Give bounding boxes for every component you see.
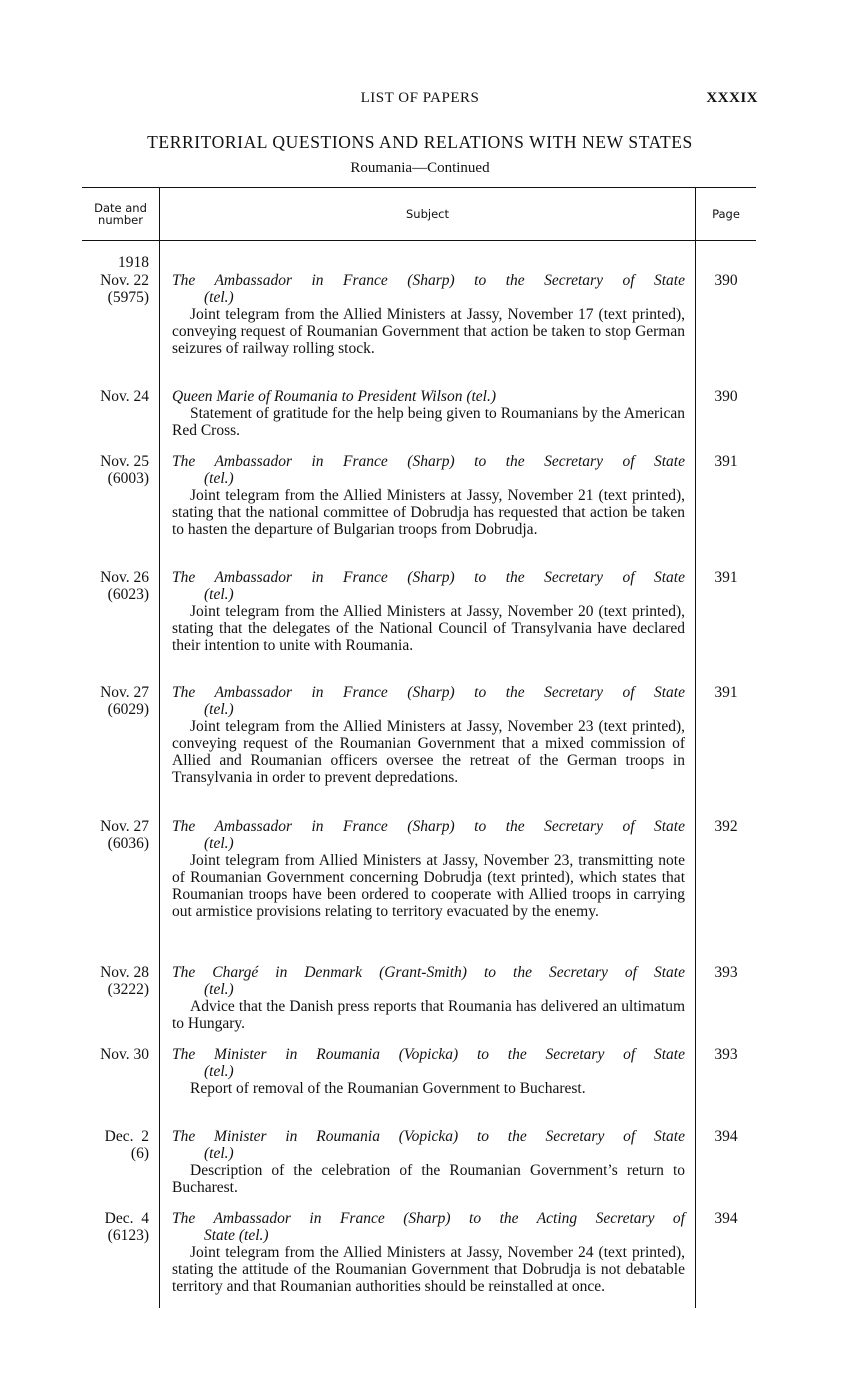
entry-heading-cont: (tel.): [204, 470, 234, 487]
entry-date: [82, 1128, 149, 1162]
entry-summary: Joint telegram from Allied Ministers at Jassy, November 23, transmitting note of Roumanian Government concerning Dobrudja (text printed), which states that Roumanian troops have been ordered to cooperate with Allied troops in carrying out armistice provisions relating to territory evacuated by the enemy.: [172, 852, 685, 920]
entry-date: [82, 1046, 149, 1063]
entry-heading: The Ambassador in France (Sharp) to the Secretary of State (tel.): [172, 453, 685, 487]
entry-subject: [172, 1046, 685, 1097]
entry-page: 390: [714, 272, 738, 289]
page-number: XXXIX: [706, 90, 758, 106]
entry-page: 391: [714, 569, 738, 586]
entry-heading: The Minister in Roumania (Vopicka) to the Secretary of State (tel.): [172, 1046, 685, 1080]
entry-number: (6003): [107, 470, 149, 487]
entry-heading: The Chargé in Denmark (Grant-Smith) to the Secretary of State (tel.): [172, 964, 685, 998]
entry-date: [82, 569, 149, 603]
entry-subject: [172, 272, 685, 357]
entry-page: 393: [714, 964, 738, 981]
entry-subject: [172, 569, 685, 654]
column-header-subject: Subject: [406, 206, 449, 221]
entry-page: 392: [714, 818, 738, 835]
entry-page: 390: [714, 388, 738, 405]
entry-date-text: Nov. 22: [100, 272, 149, 289]
entry-page: 393: [714, 1046, 738, 1063]
entry-heading-cont: (tel.): [204, 701, 234, 718]
entry-page: 391: [714, 684, 738, 701]
entry-number: (5975): [107, 289, 149, 306]
year-label: 1918: [118, 254, 149, 271]
entry-summary: Advice that the Danish press reports that Roumania has delivered an ultimatum to Hungary.: [172, 998, 685, 1032]
entry-summary: Joint telegram from the Allied Ministers at Jassy, November 24 (text printed), stating the attitude of the Roumanian Government that Dobrudja is not debatable territory and that Roumanian authorities should be reinstalled at once.: [172, 1244, 685, 1295]
column-divider-date: [159, 188, 160, 1308]
entry-date-text: Nov. 30: [100, 1046, 149, 1063]
entry-date-text: Dec. 2: [104, 1128, 149, 1145]
entry-summary: Description of the celebration of the Roumanian Government’s return to Bucharest.: [172, 1162, 685, 1196]
entry-date-text: Nov. 27: [100, 818, 149, 835]
entry-subject: [172, 1210, 685, 1295]
entry-summary: Joint telegram from the Allied Ministers at Jassy, November 21 (text printed), stating that the national committee of Dobrudja has requested that action be taken to hasten the departure of Bulgarian troops from Dobrudja.: [172, 487, 685, 538]
entry-subject: [172, 684, 685, 786]
entry-date-text: Nov. 25: [100, 453, 149, 470]
entry-summary: Joint telegram from the Allied Ministers at Jassy, November 17 (text printed), conveying request of Roumanian Government that action be taken to stop German seizures of railway rolling stock.: [172, 306, 685, 357]
entry-heading-cont: (tel.): [204, 1145, 234, 1162]
entry-date: [82, 388, 149, 405]
entry-summary: Joint telegram from the Allied Ministers at Jassy, November 20 (text printed), stating that the delegates of the National Council of Transylvania have declared their intention to unite with Roumania.: [172, 603, 685, 654]
entry-subject: [172, 453, 685, 538]
entry-date: [82, 818, 149, 852]
entry-page: 394: [714, 1128, 738, 1145]
entry-date: [82, 684, 149, 718]
entry-date-text: Nov. 27: [100, 684, 149, 701]
header-rule: [82, 240, 756, 241]
entry-subject: [172, 1128, 685, 1196]
entry-heading: The Ambassador in France (Sharp) to the Secretary of State (tel.): [172, 272, 685, 306]
entry-heading-cont: (tel.): [204, 981, 234, 998]
entry-number: (6023): [107, 586, 149, 603]
entry-page: 394: [714, 1210, 738, 1227]
entry-heading-cont: State (tel.): [204, 1227, 269, 1244]
entry-heading: The Ambassador in France (Sharp) to the Secretary of State (tel.): [172, 818, 685, 852]
entry-summary: Statement of gratitude for the help being given to Roumanians by the American Red Cross.: [172, 405, 685, 439]
entry-heading: Queen Marie of Roumania to President Wilson (tel.): [172, 388, 497, 405]
entry-date-text: Nov. 28: [100, 964, 149, 981]
section-title: TERRITORIAL QUESTIONS AND RELATIONS WITH NEW STATES: [147, 132, 693, 152]
entry-date: [82, 272, 149, 306]
entry-date: [82, 453, 149, 487]
column-header-date: Date and number: [94, 200, 147, 227]
subsection-title: Roumania—Continued: [350, 160, 490, 176]
entry-number: (3222): [107, 981, 149, 998]
entry-heading-cont: (tel.): [204, 289, 234, 306]
entry-summary: Joint telegram from the Allied Ministers at Jassy, November 23 (text printed), conveying request of the Roumanian Government that a mixed commission of Allied and Roumanian officers oversee the retreat of the German troops in Transylvania in order to prevent depredations.: [172, 718, 685, 786]
entry-heading-cont: (tel.): [204, 835, 234, 852]
entry-heading: The Minister in Roumania (Vopicka) to the Secretary of State (tel.): [172, 1128, 685, 1162]
entry-subject: [172, 818, 685, 920]
entry-date: [82, 964, 149, 998]
entry-date: [82, 1210, 149, 1244]
column-header-page: Page: [712, 206, 740, 221]
entry-number: (6): [130, 1145, 149, 1162]
entry-date-text: Dec. 4: [104, 1210, 149, 1227]
entry-subject: [172, 388, 685, 439]
entry-date-text: Nov. 24: [100, 388, 149, 405]
entry-date-text: Nov. 26: [100, 569, 149, 586]
entry-subject: [172, 964, 685, 1032]
entry-number: (6036): [107, 835, 149, 852]
entry-heading: The Ambassador in France (Sharp) to the Acting Secretary of State (tel.): [172, 1210, 685, 1244]
running-head: [82, 90, 758, 112]
running-title: LIST OF PAPERS: [360, 90, 480, 106]
entry-heading: The Ambassador in France (Sharp) to the Secretary of State (tel.): [172, 684, 685, 718]
entry-number: (6029): [107, 701, 149, 718]
entry-number: (6123): [107, 1227, 149, 1244]
entry-heading: The Ambassador in France (Sharp) to the Secretary of State (tel.): [172, 569, 685, 603]
entry-summary: Report of removal of the Roumanian Government to Bucharest.: [190, 1080, 586, 1097]
entry-heading-cont: (tel.): [204, 1063, 234, 1080]
entry-page: 391: [714, 453, 738, 470]
entry-heading-cont: (tel.): [204, 586, 234, 603]
papers-table: [82, 187, 756, 1312]
